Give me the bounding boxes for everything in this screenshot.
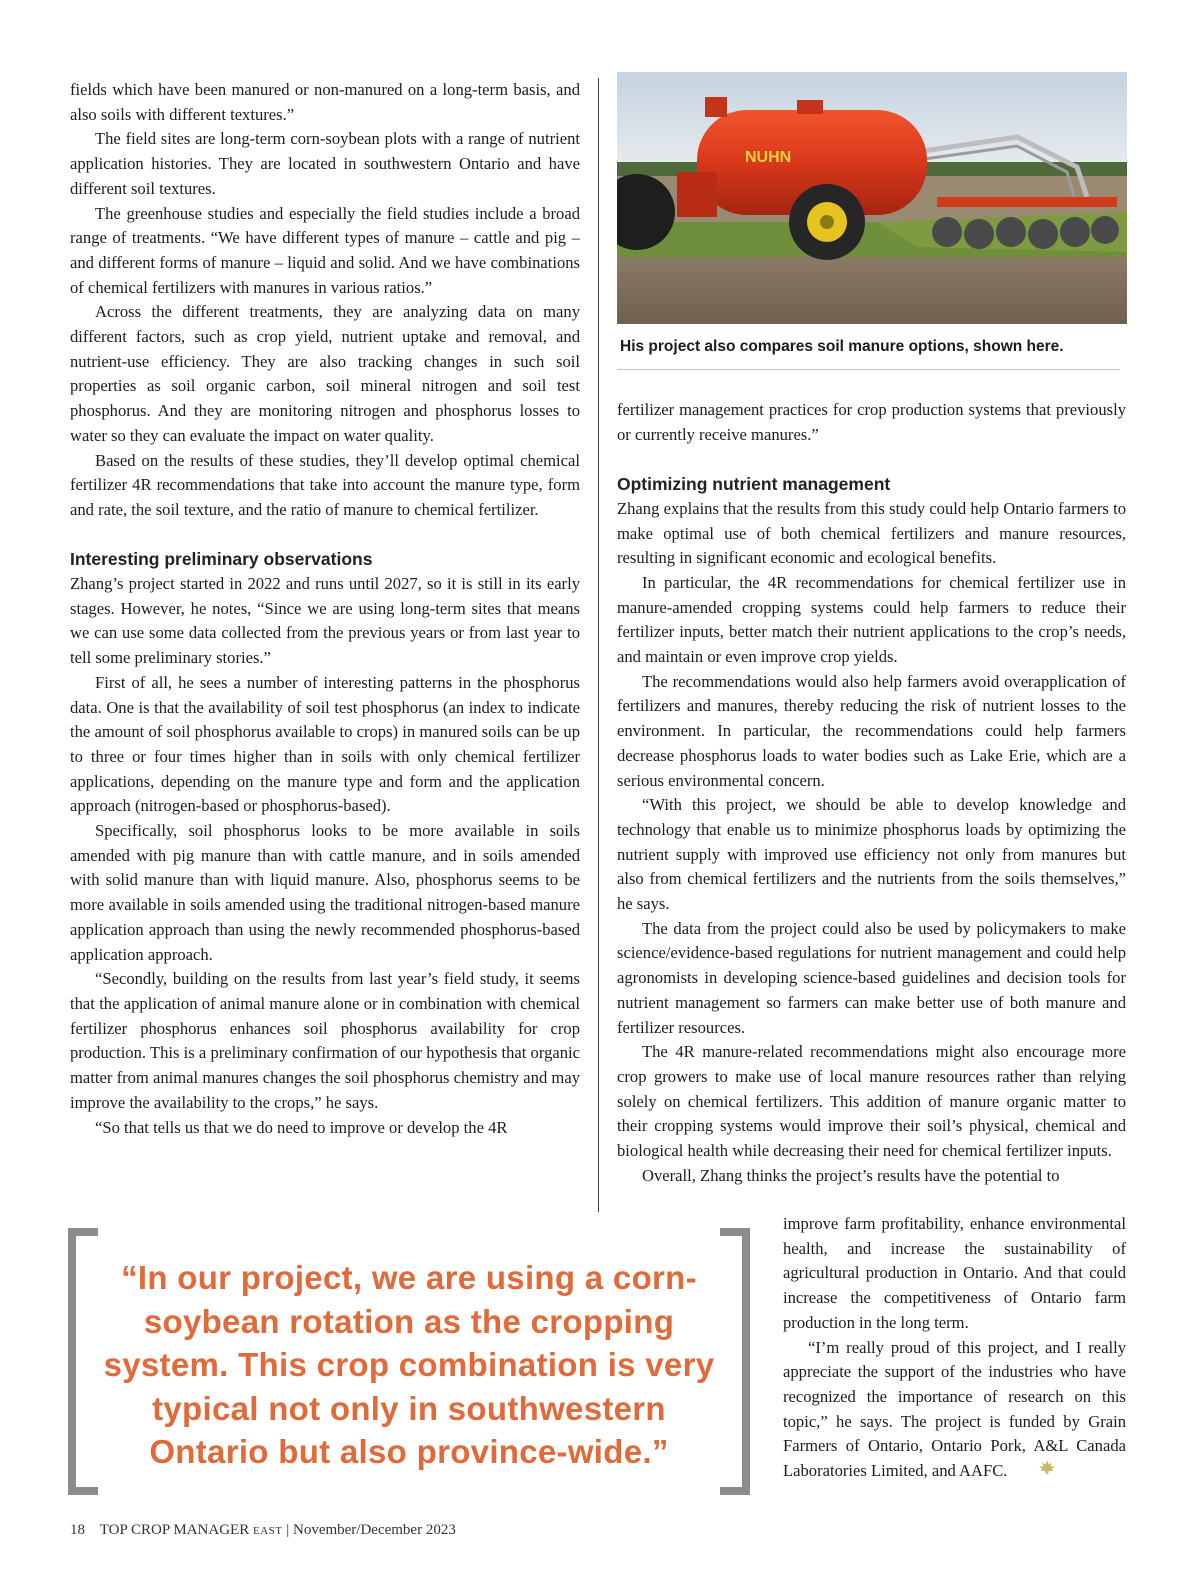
caption-rule (617, 369, 1120, 370)
paragraph: Based on the results of these studies, they’ll develop optimal chemical fertilizer 4R recommendations that take into account the manure type, form and rate, the soil texture, and the ratio of manure to chemical fertilizer. (70, 450, 580, 519)
section-heading: Interesting preliminary observations (70, 549, 373, 570)
manure-spreader-photo (617, 72, 1127, 324)
right-bracket (720, 1228, 750, 1495)
paragraph: The 4R manure-related recommendations might also encourage more crop growers to make use of local manure resources rather than relying solely on chemical fertilizers. This addition of manure organic matter to their cropping systems would improve their soil’s physical, chemical and biological health while decreasing their need for chemical fertilizer inputs. (617, 1042, 1126, 1161)
right-column-continued (783, 1212, 1126, 1485)
paragraph: The recommendations would also help farmers avoid overapplication of fertilizers and manures, thereby reducing the risk of nutrient losses to the environment. In particular, the recommendations could help farmers decrease phosphorus loads to water bodies such as Lake Erie, which are a serious environmental concern. (617, 671, 1126, 790)
paragraph: “So that tells us that we do need to improve or develop the 4R (95, 1117, 508, 1137)
paragraph: The data from the project could also be used by policymakers to make science/evidence-based regulations for nutrient management and could help agronomists in developing science-based guidelines and decision tools for nutrient management so farmers can make better use of both manure and fertilizer resources. (617, 918, 1126, 1037)
paragraph: fields which have been manured or non-manured on a long-term basis, and also soils with different textures.” (70, 80, 580, 124)
paragraph: “With this project, we should be able to develop knowledge and technology that enable us to minimize phosphorus loads by optimizing the nutrient supply with improved use efficiency not only from manures but also from chemical fertilizers and the nutrients from the soils themselves,” he says. (617, 795, 1126, 914)
paragraph: Across the different treatments, they are analyzing data on many different factors, such as crop yield, nutrient uptake and removal, and nutrient-use efficiency. They are also tracking changes in such soil properties as soil organic carbon, soil mineral nitrogen and soil test phosphorus. And they are monitoring nitrogen and phosphorus losses to water so they can evaluate the impact on water quality. (70, 302, 580, 445)
paragraph: Zhang explains that the results from this study could help Ontario farmers to make optimal use of both chemical fertilizers and manure resources, resulting in significant economic and ecological benefits. (617, 498, 1126, 568)
paragraph-text: “I’m really proud of this project, and I really appreciate the support of the industries who have recognized the importance of research on this topic,” he says. The project is funded by Grain Farmers of Ontario, Ontario Pork, A&L Canada Laboratories Limited, and AAFC. (783, 1337, 1126, 1481)
paragraph: In particular, the 4R recommendations for chemical fertilizer use in manure-amended cropping systems could help farmers to reduce their fertilizer inputs, better match their nutrient applications to the crop’s needs, and maintain or even improve crop yields. (617, 572, 1126, 667)
paragraph (783, 1336, 1126, 1486)
paragraph: improve farm profitability, enhance environmental health, and increase the sustainability of agricultural production in Ontario. And that could increase the competitiveness of Ontario farm production in the long term. (783, 1214, 1126, 1332)
maple-leaf-icon (1013, 1459, 1056, 1485)
issue-date: November/December 2023 (292, 1522, 456, 1538)
section-heading: Optimizing nutrient management (617, 474, 891, 495)
paragraph: Specifically, soil phosphorus looks to be more available in soils amended with pig manure than with cattle manure, and in soils amended with solid manure than with liquid manure. Also, phosphorus seems to be more available in soils amended using the traditional nitrogen-based manure application approach than using the newly recommended phosphorus-based application approach. (70, 821, 580, 964)
edition-label: EAST (252, 1525, 283, 1537)
paragraph: “Secondly, building on the results from last year’s field study, it seems that the application of animal manure alone or in combination with chemical fertilizer phosphorus enhances soil phosphorus availability for crop production. This is a preliminary confirmation of our hypothesis that organic matter from animal manures changes the soil phosphorus chemistry and may improve the availability to the crops,” he says. (70, 969, 580, 1112)
right-column (617, 398, 1126, 1188)
paragraph: Overall, Zhang thinks the project’s results have the potential to (642, 1165, 1060, 1185)
column-divider (598, 78, 599, 1212)
photo-caption: His project also compares soil manure options, shown here. (620, 338, 1064, 355)
pull-quote (68, 1228, 750, 1498)
page-number: 18 (70, 1522, 85, 1538)
paragraph: The greenhouse studies and especially the field studies include a broad range of treatments. “We have different types of manure – cattle and pig – and different forms of manure – liquid and solid. And we have combinations of chemical fertilizers with manures in various ratios.” (70, 203, 580, 297)
paragraph: fertilizer management practices for crop production systems that previously or currently receive manures.” (617, 400, 1126, 444)
paragraph: Zhang’s project started in 2022 and runs until 2027, so it is still in its early stages. However, he notes, “Since we are using long-term sites that means we can use some data collected from the previous years or from last year to tell some preliminary stories.” (70, 574, 580, 668)
publication-name: TOP CROP MANAGER (99, 1522, 250, 1538)
left-bracket (68, 1228, 98, 1495)
paragraph: The field sites are long-term corn-soybean plots with a range of nutrient application histories. They are located in southwestern Ontario and have different soil textures. (70, 129, 580, 198)
brand-label: NUHN (745, 149, 792, 166)
pull-quote-text: “In our project, we are using a corn-soybean rotation as the cropping system. This crop combination is very typical not only in southwestern Ontario but also province-wide.” (103, 1259, 715, 1470)
page-footer (70, 1522, 456, 1539)
paragraph: First of all, he sees a number of interesting patterns in the phosphorus data. One is that the availability of soil test phosphorus (an index to indicate the amount of soil phosphorus available to crops) in manured soils can be up to three or four times higher than in soils with only chemical fertilizer applications, depending on the manure type and form and the application approach (nitrogen-based or phosphorus-based). (70, 672, 580, 816)
left-column (70, 78, 580, 1140)
footer-separator: | (286, 1522, 290, 1538)
